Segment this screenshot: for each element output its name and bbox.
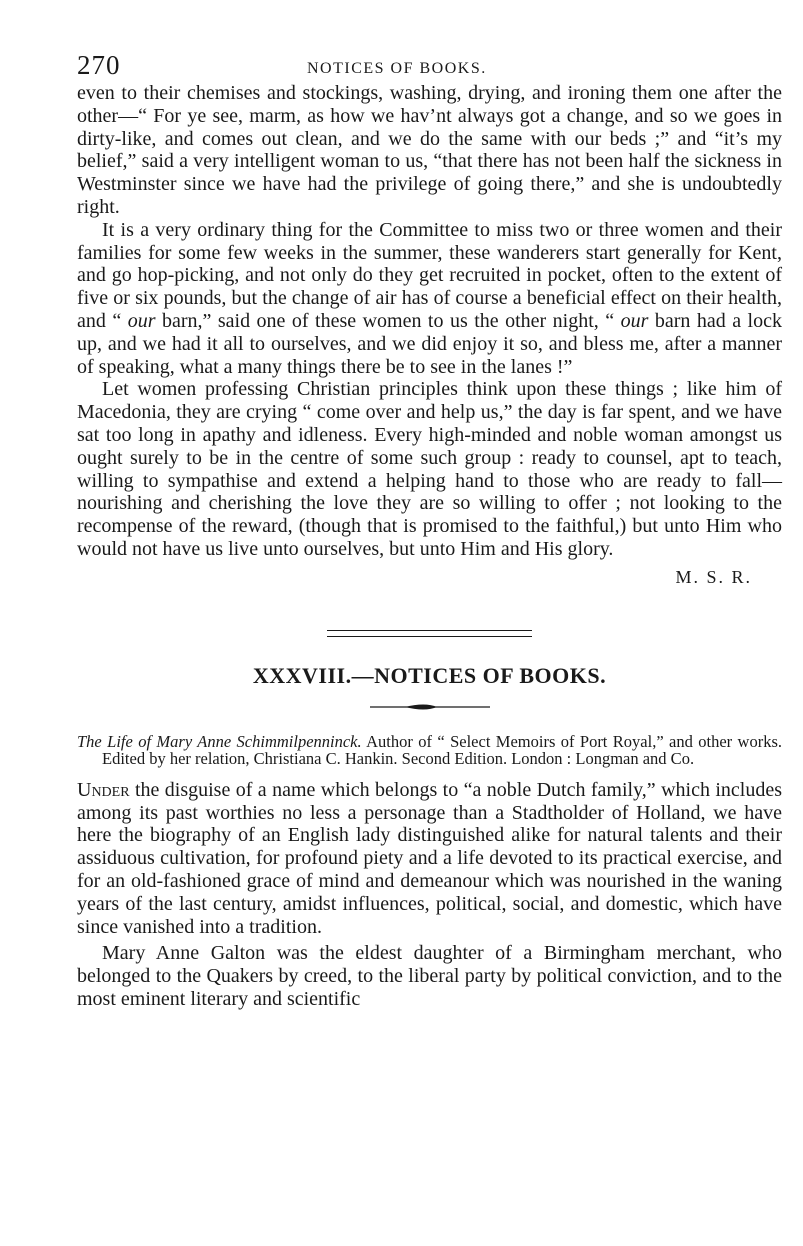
article-paragraph-1: even to their chemises and stockings, washing, drying, and ironing them one after the other—“ For ye see, marm, as how we hav’nt always got a change, and so we goes in dirty-like, and comes out clean, and we do the same with our beds ;” and “it’s my belief,” said a very intelligent woman to us, “that there has not been half the sickness in Westminster since we have had the privilege of going there,” and she is undoubtedly right.	[77, 82, 782, 218]
page-header	[77, 48, 782, 82]
review-paragraph-1-rest: the disguise of a name which belongs to “a noble Dutch family,” which includes among its past worthies no less a personage than a Stadtholder of Holland, we have here the biography of an English lady distinguished alike for natural talents and their assiduous cultivation, for profound piety and a life devoted to its practical exercise, and for an old-fashioned grace of mind and demeanour which was nourished in the waning years of the last century, amidst influences, political, social, and domestic, which have since vanished into a tradition.	[77, 778, 782, 938]
section-title: XXXVIII.—NOTICES OF BOOKS.	[252, 662, 607, 688]
page	[77, 48, 782, 1011]
article-paragraph-2-mid: barn,” said one of these women to us the other night, “	[155, 309, 621, 332]
emphasis-our-1: our	[127, 309, 156, 332]
review-paragraph-1	[77, 779, 782, 939]
article-paragraph-2-end: barn had a lock up, and we had it all to ourselves, and we did enjoy it so, and bless me, after a manner of speaking, what a many things there be to see in the lanes !”	[77, 309, 782, 378]
section-divider-rule	[327, 630, 532, 637]
review-drop-word: Under	[77, 778, 130, 801]
book-title: The Life of Mary Anne Schimmilpenninck.	[77, 731, 362, 751]
author-signature: M. S. R.	[675, 566, 752, 587]
ornament-divider-icon	[365, 701, 495, 713]
book-details: Author of “ Select Memoirs of Port Royal,” and other works. Edited by her relation, Christiana C. Hankin. Second Edition. London : Longman and Co.	[102, 731, 782, 768]
review-paragraph-2: Mary Anne Galton was the eldest daughter of a Birmingham merchant, who belonged to the Quakers by creed, to the liberal party by political conviction, and to the most eminent literary and scientific	[77, 942, 782, 1010]
article-paragraph-2-start: It is a very ordinary thing for the Committee to miss two or three women and their families for some few weeks in the summer, these wanderers start generally for Kent, and go hop-picking, and not only do they get recruited in pocket, often to the extent of five or six pounds, but the change of air has of course a beneficial effect on their health, and “	[77, 218, 782, 332]
article-body	[77, 82, 782, 588]
article-paragraph-3: Let women professing Christian principles think upon these things ; like him of Macedonia, they are crying “ come over and help us,” the day is far spent, and we have sat too long in apathy and idleness. Every high-minded and noble woman amongst us ought surely to be in the centre of some such group : ready to counsel, apt to teach, willing to sympathise and extend a helping hand to those who are ready to fall—nourishing and cherishing the love they are so willing to offer ; not looking to the recompense of the reward, (though that is promised to the faithful,) but unto Him who would not have us live unto ourselves, but unto Him and His glory.	[77, 378, 782, 560]
article-paragraph-2	[77, 219, 782, 379]
review-body	[77, 779, 782, 1011]
emphasis-our-2: our	[620, 309, 649, 332]
running-head: NOTICES OF BOOKS.	[307, 60, 487, 77]
page-number: 270	[77, 50, 121, 80]
book-citation	[77, 733, 782, 767]
